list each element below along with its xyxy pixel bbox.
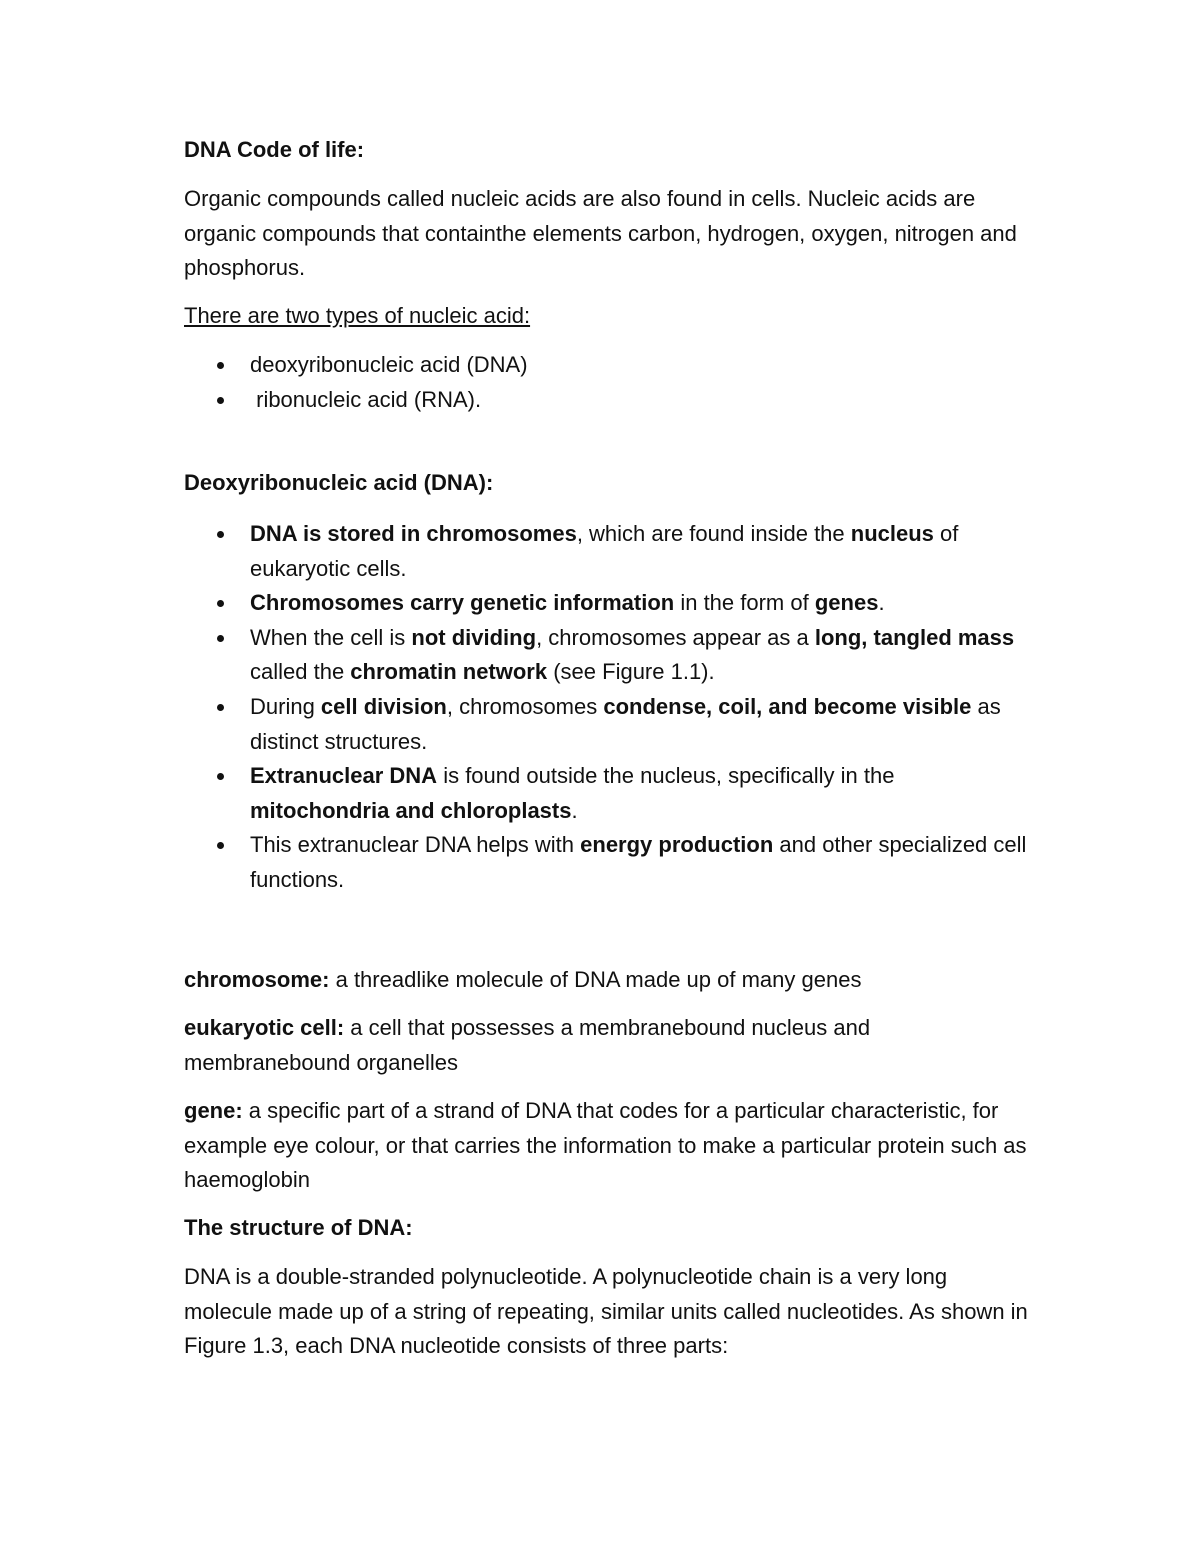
- list-item: deoxyribonucleic acid (DNA): [184, 348, 1034, 383]
- list-item: Extranuclear DNA is found outside the nucleus, specifically in the mitochondria and chloroplasts.: [184, 759, 1034, 828]
- definition-chromosome: chromosome: a threadlike molecule of DNA made up of many genes: [184, 967, 862, 992]
- list-item: DNA is stored in chromosomes, which are found inside the nucleus of eukaryotic cells.: [184, 517, 1034, 586]
- list-item: When the cell is not dividing, chromosomes appear as a long, tangled mass called the chromatin network (see Figure 1.1).: [184, 621, 1034, 690]
- nucleic-acid-types-list: [184, 348, 1034, 417]
- definition-gene: gene: a specific part of a strand of DNA that codes for a particular characteristic, for example eye colour, or that carries the information to make a particular protein such as haemoglobin: [184, 1098, 1027, 1193]
- list-item: This extranuclear DNA helps with energy production and other specialized cell functions.: [184, 828, 1034, 897]
- heading-deoxyribonucleic-acid: Deoxyribonucleic acid (DNA):: [184, 470, 494, 495]
- types-heading: There are two types of nucleic acid:: [184, 303, 531, 328]
- heading-dna-code-of-life: DNA Code of life:: [184, 137, 365, 162]
- intro-paragraph: Organic compounds called nucleic acids are also found in cells. Nucleic acids are organic compounds that containthe elements carbon, hydrogen, oxygen, nitrogen and phosphorus.: [184, 186, 1017, 281]
- dna-facts-list: [184, 517, 1034, 898]
- definition-eukaryotic-cell: eukaryotic cell: a cell that possesses a membranebound nucleus and membranebound organelles: [184, 1015, 871, 1075]
- list-item: ribonucleic acid (RNA).: [184, 383, 1034, 418]
- list-item: Chromosomes carry genetic information in the form of genes.: [184, 586, 1034, 621]
- list-item: During cell division, chromosomes condense, coil, and become visible as distinct structures.: [184, 690, 1034, 759]
- heading-structure-of-dna: The structure of DNA:: [184, 1215, 413, 1240]
- structure-paragraph: DNA is a double-stranded polynucleotide. A polynucleotide chain is a very long molecule made up of a string of repeating, similar units called nucleotides. As shown in Figure 1.3, each DNA nucleotide consists of three parts:: [184, 1264, 1028, 1359]
